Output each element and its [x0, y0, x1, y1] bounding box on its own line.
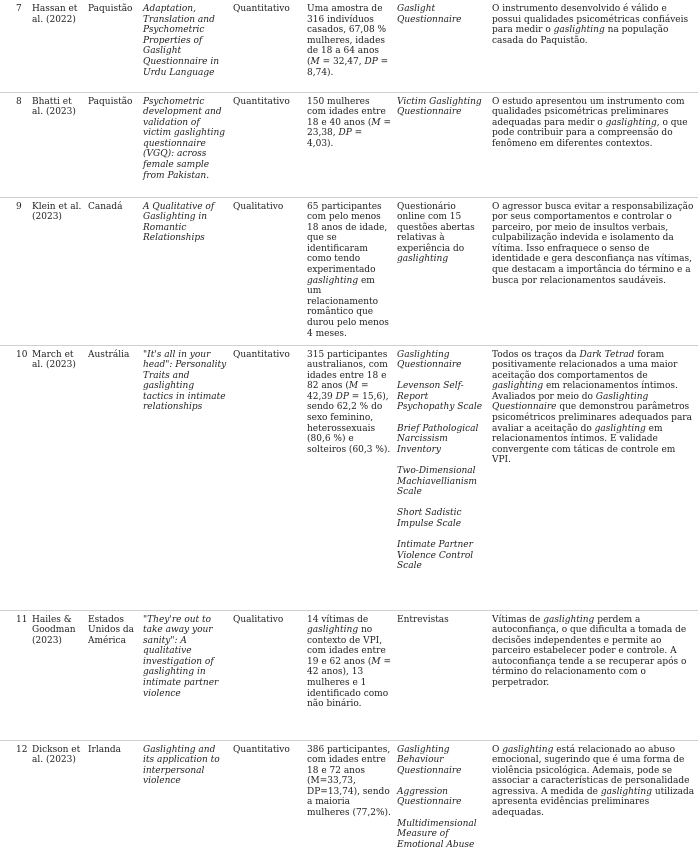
study-author: Bhatti et al. (2023) — [28, 92, 84, 197]
study-instruments: Entrevistas — [393, 610, 488, 740]
study-instruments: Gaslight Questionnaire — [393, 0, 488, 92]
study-instruments: Victim Gaslighting Questionnaire — [393, 92, 488, 197]
study-author: Klein et al. (2023) — [28, 197, 84, 345]
study-results: O agressor busca evitar a responsabilização por seus comportamentos e controlar o parceiro, por meio de insultos verbais, culpabilização indevida e isolamento da vítima. Isso enfraquece o senso de identidade e gera desconfiança nas vítimas, que destacam a importância do término e a busca por relacionamentos saudáveis. — [488, 197, 698, 345]
study-title: "It's all in your head": Personality Traits and gaslighting tactics in intimate relationships — [139, 345, 229, 610]
study-number: 12 — [16, 744, 28, 755]
study-title: A Qualitative of Gaslighting in Romantic Relationships — [139, 197, 229, 345]
study-sample: 150 mulheres com idades entre 18 e 40 anos (M = 23,38, DP = 4,03). — [303, 92, 393, 197]
study-country: Estados Unidos da América — [84, 610, 139, 740]
study-country: Canadá — [84, 197, 139, 345]
study-title: "They're out to take away your sanity": A qualitative investigation of gaslighting in intimate partner violence — [139, 610, 229, 740]
study-instruments: Gaslighting Behaviour Questionnaire Aggression Questionnaire Multidimensional Measure of Emotional Abuse — [397, 744, 477, 850]
study-country: Paquistão — [84, 92, 139, 197]
study-sample: 14 vítimas de gaslighting no contexto de VPI, com idades entre 19 e 62 anos (M = 42 anos), 13 mulheres e 1 identificado como não binário. — [303, 610, 393, 740]
study-author: Dickson et al. (2023) — [32, 744, 81, 766]
study-number: 11 — [0, 610, 28, 740]
study-author: Hassan et al. (2022) — [28, 0, 84, 92]
study-country: Irlanda — [88, 744, 122, 755]
table-row — [0, 610, 698, 740]
study-author: Hailes & Goodman (2023) — [28, 610, 84, 740]
study-results: O estudo apresentou um instrumento com qualidades psicométricas preliminares adequadas para medir o gaslighting, o que pode contribuir para a compreensão do fenômeno em diferentes contextos. — [488, 92, 698, 197]
study-results: Vítimas de gaslighting perdem a autoconfiança, o que dificulta a tomada de decisões independentes e permite ao parceiro estabelecer poder e controle. A autoconfiança tende a se recuperar após o término do relacionamento com o perpetrador. — [488, 610, 698, 740]
table-row — [0, 0, 698, 92]
study-title: Gaslighting and its application to interpersonal violence — [143, 744, 220, 787]
study-author: March et al. (2023) — [28, 345, 84, 610]
study-country: Paquistão — [84, 0, 139, 92]
table-row — [0, 197, 698, 345]
study-method: Quantitativo — [233, 744, 290, 755]
study-method: Quantitativo — [229, 345, 303, 610]
study-country: Austrália — [84, 345, 139, 610]
study-number: 10 — [0, 345, 28, 610]
study-sample: 386 participantes, com idades entre 18 e 72 anos (M=33,73, DP=13,74), sendo a maioria mulheres (77,2%). — [307, 744, 391, 819]
study-instruments: Gaslighting Questionnaire Levenson Self-Report Psychopathy Scale Brief Pathological Narcissism Inventory Two-Dimensional Machiavellianism Scale Short Sadistic Impulse Scale Intimate Partner Violence Control Scale — [393, 345, 488, 610]
study-number: 9 — [0, 197, 28, 345]
study-sample: Uma amostra de 316 indivíduos casados, 67,08 % mulheres, idades de 18 a 64 anos (M = 32,47, DP = 8,74). — [303, 0, 393, 92]
table-row — [0, 345, 698, 610]
study-method: Quantitativo — [229, 0, 303, 92]
study-title: Psychometric development and validation of victim gaslighting questionnaire (VGQ): across female sample from Pakistan. — [139, 92, 229, 197]
study-instruments: Questionário online com 15 questões abertas relativas à experiência do gaslighting — [393, 197, 488, 345]
study-results: O gaslighting está relacionado ao abuso emocional, sugerindo que é uma forma de violência psicológica. Ademais, pode se associar a características de personalidade agressiva. A medida de gaslighting utilizada apresenta evidências preliminares adequadas. — [492, 744, 695, 819]
study-results: O instrumento desenvolvido é válido e possui qualidades psicométricas confiáveis para medir o gaslighting na população casada do Paquistão. — [488, 0, 698, 92]
study-sample: 65 participantes com pelo menos 18 anos de idade, que se identificaram como tendo experimentado gaslighting em um relacionamento romântico que durou pelo menos 4 meses. — [303, 197, 393, 345]
study-method: Quantitativo — [229, 92, 303, 197]
study-number: 7 — [0, 0, 28, 92]
study-title: Adaptation, Translation and Psychometric Properties of Gaslight Questionnaire in Urdu Language — [139, 0, 229, 92]
study-method: Qualitativo — [229, 197, 303, 345]
study-method: Qualitativo — [229, 610, 303, 740]
table-row — [0, 740, 698, 855]
study-results: Todos os traços da Dark Tetrad foram positivamente relacionados a uma maior aceitação dos comportamentos de gaslighting em relacionamentos íntimos. Avaliados por meio do Gaslighting Questionnaire que demonstrou parâmetros psicométricos preliminares adequados para avaliar a aceitação do gaslighting em relacionamentos íntimos. E validade convergente com táticas de controle em VPI. — [488, 345, 698, 610]
study-number: 8 — [0, 92, 28, 197]
table-row — [0, 92, 698, 197]
study-sample: 315 participantes australianos, com idades entre 18 e 82 anos (M = 42,39 DP = 15,6), sendo 62,2 % do sexo feminino, heterossexuais (80,6 %) e solteiros (60,3 %). — [303, 345, 393, 610]
